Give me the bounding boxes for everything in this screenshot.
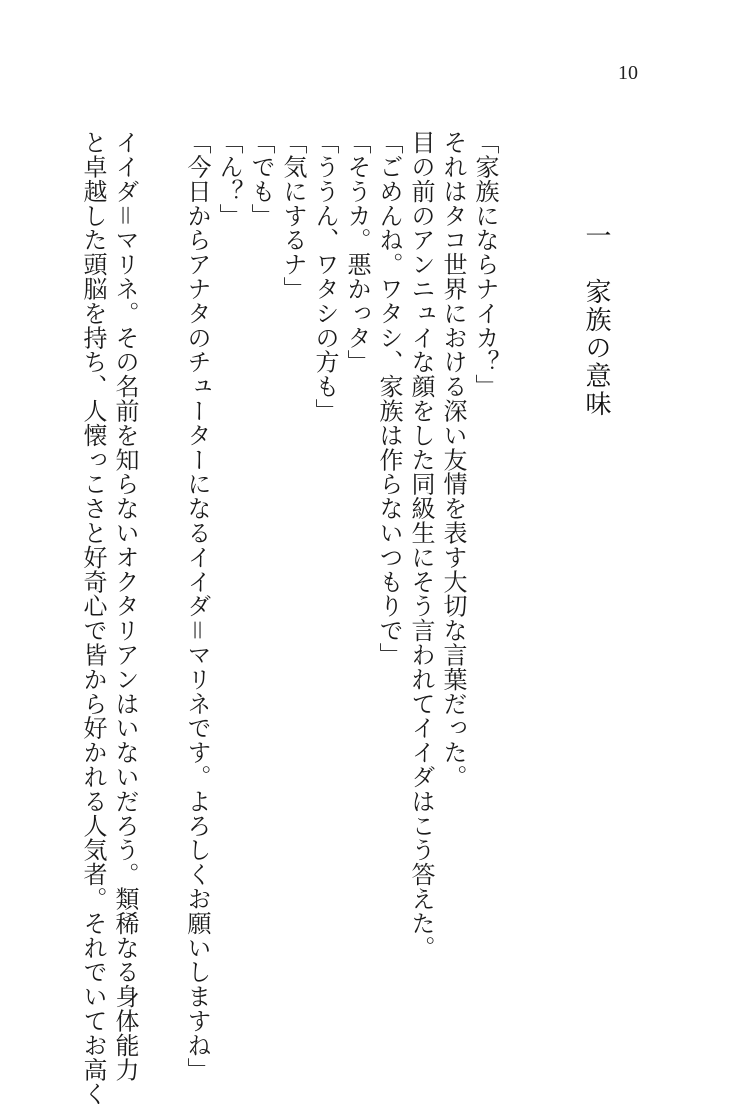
chapter-title: 一 家族の意味 bbox=[581, 222, 611, 418]
dialogue-line: 「今日からアナタのチューターになるイイダ＝マリネです。よろしくお願いしますね」 bbox=[183, 130, 211, 1082]
narration-line: 目の前のアンニュイな顔をした同級生にそう言われてイイダはこう答えた。 bbox=[407, 130, 435, 960]
dialogue-line: 「でも」 bbox=[247, 130, 275, 228]
narration-line: イイダ＝マリネ。その名前を知らないオクタリアンはいないだろう。類稀なる身体能力 bbox=[111, 130, 139, 1082]
body-text bbox=[77, 130, 501, 1106]
narration-line: と卓越した頭脳を持ち、人懐っこさと好奇心で皆から好かれる人気者。それでいてお高く bbox=[79, 130, 107, 1106]
page-number: 10 bbox=[618, 62, 638, 84]
dialogue-line: 「家族にならナイカ？」 bbox=[471, 130, 499, 399]
dialogue-line: 「ん？」 bbox=[215, 130, 243, 228]
narration-line: それはタコ世界における深い友情を表す大切な言葉だった。 bbox=[439, 130, 467, 789]
dialogue-line: 「そうカ。悪かっタ」 bbox=[343, 130, 371, 374]
dialogue-line: 「ごめんね。ワタシ、家族は作らないつもりで」 bbox=[375, 130, 403, 667]
dialogue-line: 「ううん、ワタシの方も」 bbox=[311, 130, 339, 423]
dialogue-line: 「気にするナ」 bbox=[279, 130, 307, 301]
